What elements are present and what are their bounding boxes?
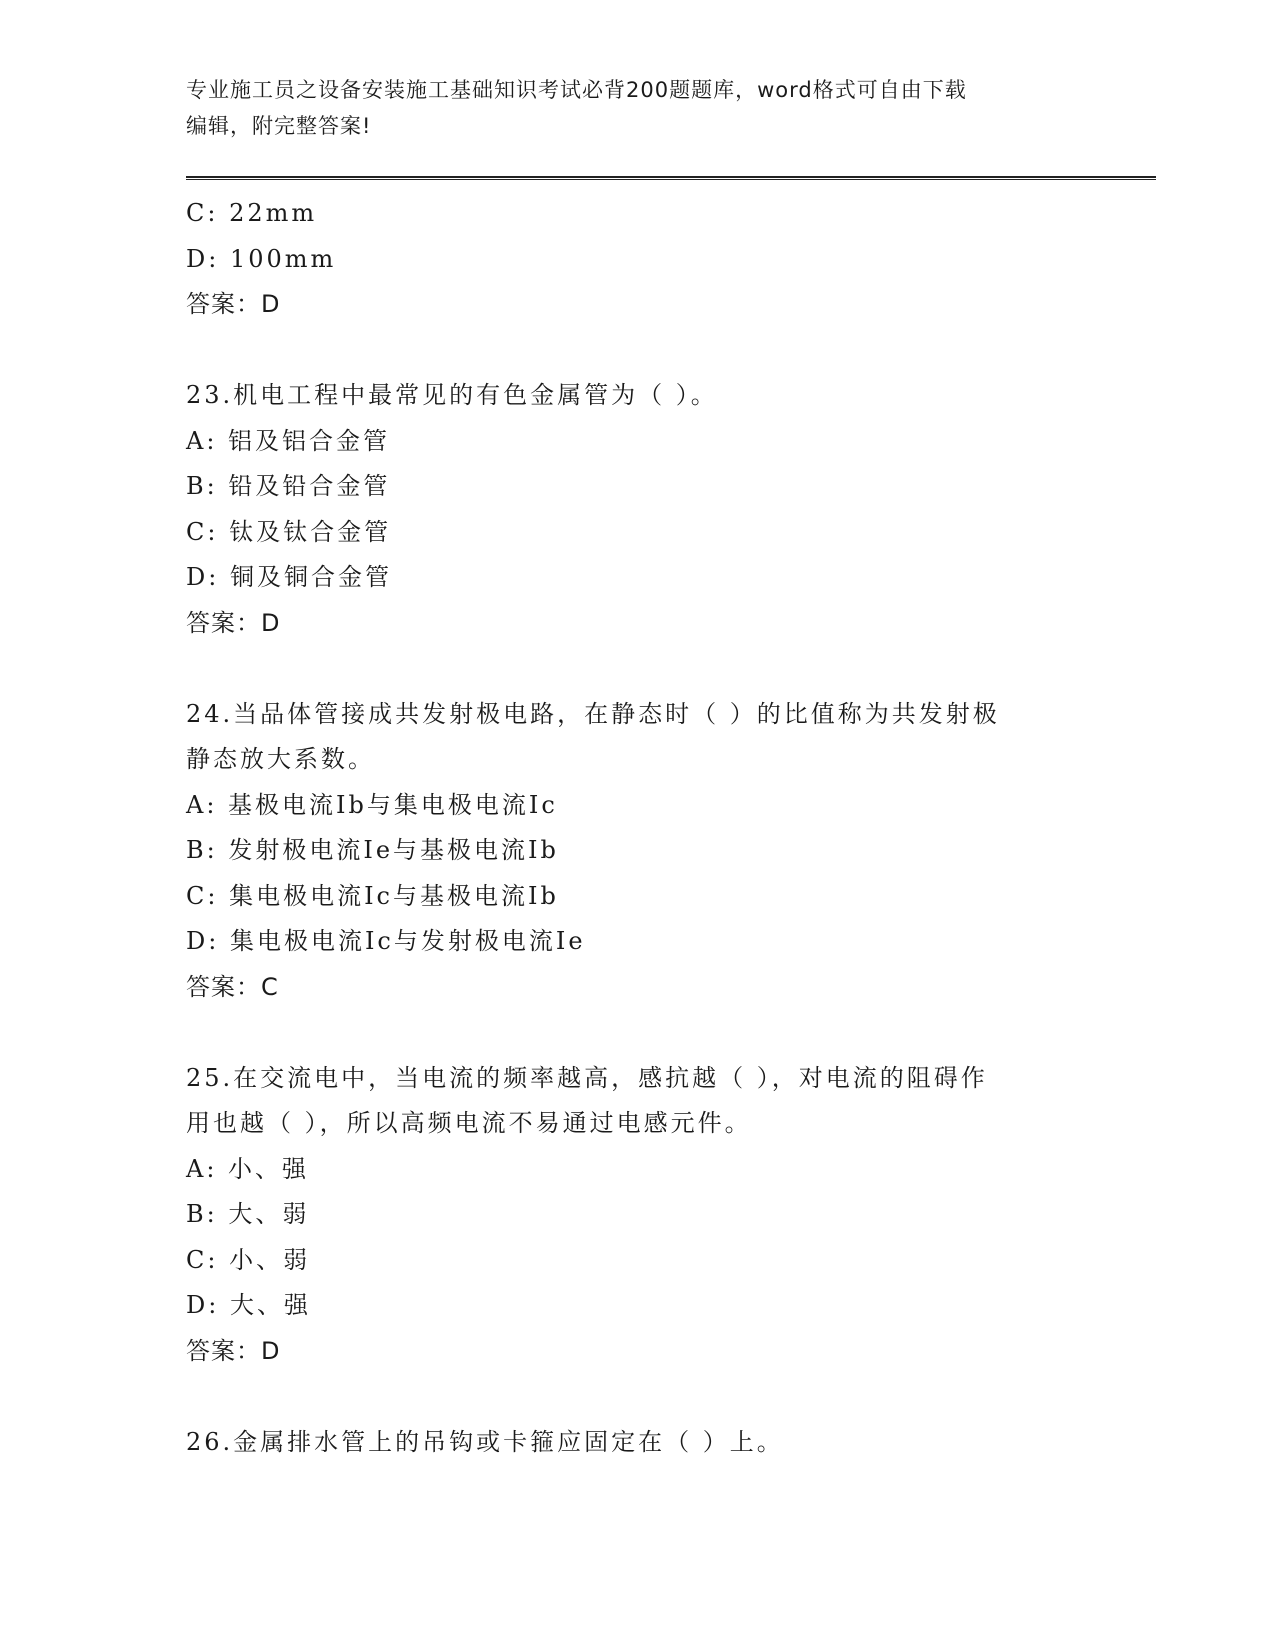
- question-text: 23.机电工程中最常见的有色金属管为（ ）。: [186, 381, 718, 409]
- answer-line: 答案：D: [186, 608, 281, 637]
- option-b: B: 铅及铅合金管: [186, 472, 391, 500]
- question-text-continued: 用也越（ ），所以高频电流不易通过电感元件。: [186, 1109, 752, 1137]
- question-22-tail: [186, 191, 1066, 328]
- answer-line: 答案：D: [186, 1336, 281, 1365]
- question-text: 24.当品体管接成共发射极电路，在静态时（ ）的比值称为共发射极: [186, 699, 1000, 728]
- question-list: [186, 191, 1066, 1465]
- option-b: B: 大、弱: [186, 1200, 310, 1228]
- question-26: [186, 1420, 1066, 1466]
- spacer: [186, 646, 1066, 692]
- answer-line: 答案：D: [186, 290, 281, 318]
- option-d: D: 大、强: [186, 1291, 311, 1319]
- question-text: 25.在交流电中，当电流的频率越高，感抗越（ ），对电流的阻碍作: [186, 1063, 988, 1092]
- option-c: C: 钛及钛合金管: [186, 517, 392, 546]
- header-title-line-2: 编辑，附完整答案!: [186, 114, 372, 138]
- question-23: [186, 373, 1066, 646]
- document-header: [186, 72, 1086, 144]
- option-c: C: 22mm: [186, 199, 318, 227]
- spacer: [186, 328, 1066, 374]
- option-d: D: 集电极电流Ic与发射极电流Ie: [186, 927, 586, 955]
- option-a: A: 基极电流Ib与集电极电流Ic: [186, 790, 558, 819]
- option-c: C: 小、弱: [186, 1245, 311, 1274]
- option-a: A: 铝及铝合金管: [186, 426, 391, 455]
- spacer: [186, 1010, 1066, 1056]
- option-a: A: 小、强: [186, 1154, 310, 1183]
- header-title-line-1: 专业施工员之设备安装施工基础知识考试必背200题题库，word格式可自由下载: [186, 78, 967, 102]
- option-b: B: 发射极电流Ie与基极电流Ib: [186, 836, 559, 864]
- question-24: [186, 692, 1066, 1011]
- spacer: [186, 1374, 1066, 1420]
- option-d: D: 100mm: [186, 244, 337, 273]
- question-text-continued: 静态放大系数。: [186, 745, 375, 773]
- question-25: [186, 1056, 1066, 1375]
- header-divider: [186, 176, 1156, 180]
- option-d: D: 铜及铜合金管: [186, 563, 392, 591]
- question-text: 26.金属排水管上的吊钩或卡箍应固定在（ ）上。: [186, 1427, 784, 1456]
- answer-line: 答案：C: [186, 972, 279, 1001]
- option-c: C: 集电极电流Ic与基极电流Ib: [186, 881, 559, 910]
